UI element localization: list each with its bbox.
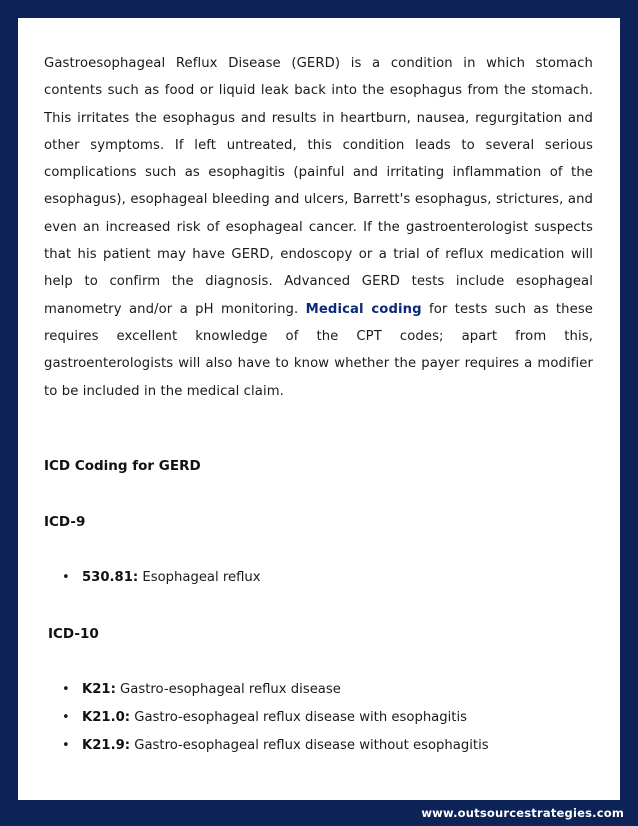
- paragraph-text-end: for tests such as these requires excellent knowledge of the CPT codes; apart from this, gastroenterologists will also have to know whether the payer requires a modifier to be included in the medical claim.: [44, 301, 594, 399]
- list-item: [44, 676, 489, 704]
- bullet-icon: •: [62, 710, 70, 725]
- icd-code: K21:: [82, 682, 116, 697]
- icd10-list: [44, 676, 489, 760]
- icd-description: Gastro-esophageal reflux disease with esophagitis: [130, 710, 468, 725]
- footer-website-link[interactable]: www.outsourcestrategies.com: [421, 806, 624, 820]
- icd-code: K21.9:: [82, 738, 131, 753]
- medical-coding-link[interactable]: Medical coding: [305, 301, 422, 317]
- bullet-icon: •: [62, 682, 70, 697]
- list-item: [44, 732, 489, 760]
- list-item: [44, 564, 261, 592]
- icd10-heading: ICD-10: [48, 626, 99, 642]
- icd-description: Gastro-esophageal reflux disease without esophagitis: [130, 738, 489, 753]
- icd-description: Gastro-esophageal reflux disease: [115, 682, 341, 697]
- paragraph-text-start: Gastroesophageal Reflux Disease (GERD) is a condition in which stomach contents such as food or liquid leak back into the esophagus from the stomach. This irritates the esophagus and results in heartburn, nausea, regurgitation and other symptoms. If left untreated, this condition leads to several serious complications such as esophagitis (painful and irritating inflammation of the esophagus), esophageal bleeding and ulcers, Barrett's esophagus, strictures, and even an increased risk of esophageal cancer. If the gastroenterologist suspects that his patient may have GERD, endoscopy or a trial of reflux medication will help to confirm the diagnosis. Advanced GERD tests include esophageal manometry and/or a pH monitoring.: [44, 56, 593, 317]
- icd9-list: [44, 564, 261, 592]
- list-item: [44, 704, 489, 732]
- icd-code: 530.81:: [82, 570, 139, 585]
- bullet-icon: •: [62, 570, 70, 585]
- icd-description: Esophageal reflux: [138, 570, 261, 585]
- document-page: [18, 18, 620, 800]
- icd-code: K21.0:: [82, 710, 131, 725]
- bullet-icon: •: [62, 738, 70, 753]
- section-heading-icd-coding: ICD Coding for GERD: [44, 458, 201, 474]
- body-paragraph: [44, 50, 593, 405]
- icd9-heading: ICD-9: [44, 514, 86, 530]
